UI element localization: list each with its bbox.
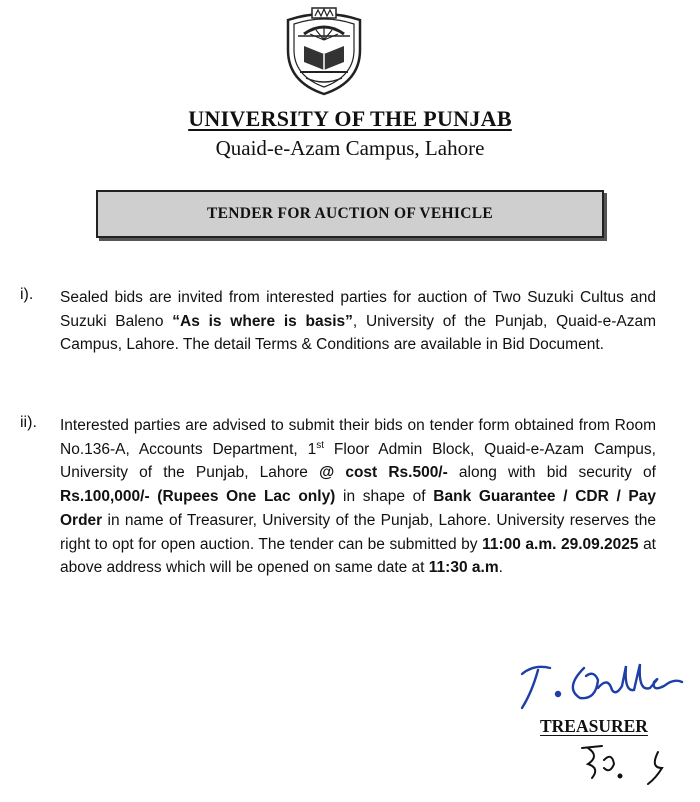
clause-number: ii). (20, 414, 37, 431)
signatory-title: TREASURER (540, 716, 648, 736)
clause-number: i). (20, 286, 34, 303)
tender-title: TENDER FOR AUCTION OF VEHICLE (206, 205, 494, 222)
university-name: UNIVERSITY OF THE PUNJAB (188, 106, 512, 131)
tender-title-box (96, 190, 604, 238)
university-crest-icon (282, 6, 366, 98)
signature-icon (512, 652, 692, 718)
clause-text: Interested parties are advised to submit their bids on tender form obtained from Room No.136-A, Accounts Department, 1st Floor Admin Block, Quaid-e-Azam Campus, University of the Punjab, Lahore @ cost Rs.500/- along with bid security of Rs.100,000/- (Rupees One Lac only) in shape of Bank Guarantee / CDR / Pay Order in name of Treasurer, University of the Punjab, Lahore. University reserves the right to opt for open auction. The tender can be submitted by 11:00 a.m. 29.09.2025 at above address which will be opened on same date at 11:30 a.m. (60, 417, 657, 577)
initials-icon (578, 738, 678, 788)
campus-name: Quaid-e-Azam Campus, Lahore (215, 136, 485, 160)
clause-text: Sealed bids are invited from interested parties for auction of Two Suzuki Cultus and Suzuki Baleno “As is where is basis”, University of the Punjab, Quaid-e-Azam Campus, Lahore. The detail Terms & Conditions are available in Bid Document. (60, 289, 656, 354)
